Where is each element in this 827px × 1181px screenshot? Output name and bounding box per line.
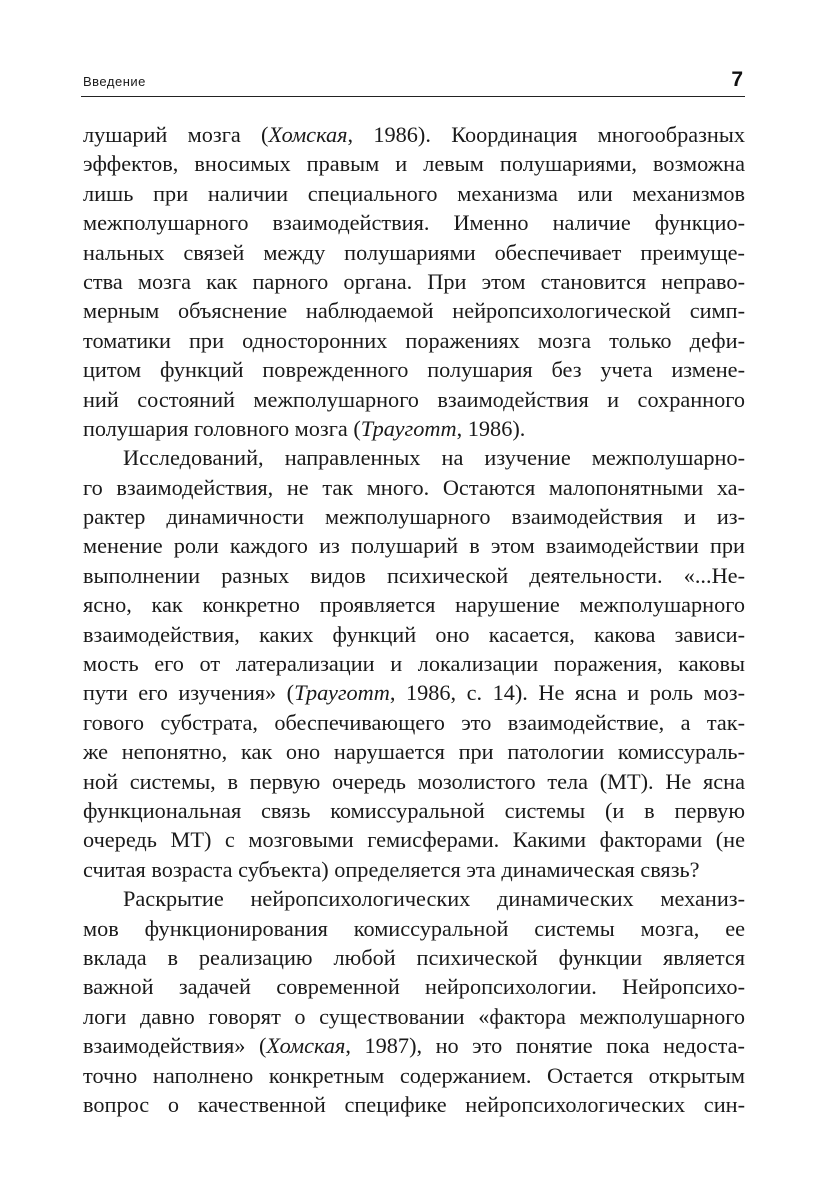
running-header bbox=[81, 66, 745, 97]
text-segment: ний состояний межполушарного взаимодействия и сохранного bbox=[83, 386, 745, 412]
text-segment: Исследований, направленных на изучение межполушарно- bbox=[123, 445, 745, 471]
text-segment: же непонятно, как оно нарушается при патологии комиссураль- bbox=[83, 739, 745, 765]
text-segment: логи давно говорят о существовании «фактора межполушарного bbox=[83, 1003, 745, 1029]
text-segment: точно наполнено конкретным содержанием. Остается открытым bbox=[83, 1062, 745, 1088]
text-line bbox=[83, 796, 745, 825]
text-segment: ства мозга как парного органа. При этом становится неправо- bbox=[83, 268, 745, 294]
text-line bbox=[83, 1002, 745, 1031]
text-segment: томатики при односторонних поражениях мозга только дефи- bbox=[83, 327, 745, 353]
text-line bbox=[83, 120, 745, 149]
text-line bbox=[83, 590, 745, 619]
text-segment: вклада в реализацию любой психической функции является bbox=[83, 944, 745, 970]
page-number: 7 bbox=[731, 68, 743, 91]
text-line bbox=[83, 1061, 745, 1090]
text-line bbox=[83, 531, 745, 560]
text-line bbox=[83, 267, 745, 296]
citation-author: Трауготт bbox=[294, 680, 390, 706]
text-line bbox=[83, 914, 745, 943]
text-line bbox=[83, 737, 745, 766]
text-segment: ясно, как конкретно проявляется нарушение межполушарного bbox=[83, 592, 745, 618]
citation-author: Хомская bbox=[268, 122, 348, 147]
text-line bbox=[83, 943, 745, 972]
text-line bbox=[83, 855, 745, 884]
text-segment: взаимодействия, каких функций оно касается, какова зависи- bbox=[83, 621, 745, 647]
text-segment: цитом функций поврежденного полушария без учета измене- bbox=[83, 357, 745, 383]
text-line bbox=[83, 326, 745, 355]
text-line bbox=[83, 414, 745, 443]
body-text bbox=[83, 120, 745, 1119]
text-line bbox=[83, 296, 745, 325]
text-segment: пути его изучения» ( bbox=[83, 680, 295, 706]
text-segment: рактер динамичности межполушарного взаимодействия и из- bbox=[83, 504, 745, 530]
text-segment: , 1987), но это понятие пока недоста- bbox=[345, 1033, 745, 1059]
text-segment: , 1986). Координация многообразных bbox=[347, 122, 745, 147]
citation-author: Трауготт bbox=[360, 415, 457, 441]
text-segment: мость его от латерализации и локализации поражения, каковы bbox=[83, 651, 745, 677]
text-line bbox=[83, 649, 745, 678]
text-segment: мов функционирования комиссуральной системы мозга, ее bbox=[83, 915, 745, 941]
text-segment: взаимодействия» ( bbox=[83, 1033, 267, 1059]
text-segment: лушарий мозга ( bbox=[83, 122, 269, 147]
text-line bbox=[83, 767, 745, 796]
text-segment: , 1986, с. 14). Не ясна и роль моз- bbox=[389, 680, 746, 706]
text-segment: функциональная связь комиссуральной системы (и в первую bbox=[83, 797, 745, 823]
text-segment: мерным объяснение наблюдаемой нейропсихологической симп- bbox=[83, 298, 745, 324]
text-line bbox=[83, 238, 745, 267]
text-line bbox=[83, 561, 745, 590]
text-segment: гового субстрата, обеспечивающего это взаимодействие, а так- bbox=[83, 709, 745, 735]
text-line bbox=[83, 1090, 745, 1119]
text-line bbox=[83, 208, 745, 237]
text-line bbox=[83, 1031, 745, 1060]
text-line bbox=[83, 620, 745, 649]
text-segment: очередь МТ) с мозговыми гемисферами. Какими факторами (не bbox=[83, 827, 745, 853]
text-line bbox=[83, 443, 745, 472]
text-line bbox=[83, 502, 745, 531]
text-line bbox=[83, 972, 745, 1001]
text-line bbox=[83, 708, 745, 737]
text-line bbox=[83, 355, 745, 384]
text-segment: нальных связей между полушариями обеспечивает преимуще- bbox=[83, 239, 745, 265]
text-segment: эффектов, вносимых правым и левым полушариями, возможна bbox=[83, 151, 745, 177]
text-segment: межполушарного взаимодействия. Именно наличие функцио- bbox=[83, 210, 745, 236]
text-segment: менение роли каждого из полушарий в этом взаимодействии при bbox=[83, 533, 745, 559]
text-segment: важной задачей современной нейропсихологии. Нейропсихо- bbox=[83, 974, 745, 1000]
text-line bbox=[83, 149, 745, 178]
text-segment: вопрос о качественной специфике нейропсихологических син- bbox=[83, 1091, 745, 1117]
text-line bbox=[83, 473, 745, 502]
citation-author: Хомская bbox=[266, 1033, 346, 1059]
text-line bbox=[83, 825, 745, 854]
text-segment: , 1986). bbox=[456, 415, 526, 441]
text-segment: выполнении разных видов психической деятельности. «...Не- bbox=[83, 562, 745, 588]
text-segment: Раскрытие нейропсихологических динамических механиз- bbox=[123, 886, 745, 912]
text-line bbox=[83, 884, 745, 913]
text-segment: лишь при наличии специального механизма или механизмов bbox=[83, 180, 745, 206]
text-segment: считая возраста субъекта) определяется эта динамическая связь? bbox=[83, 856, 700, 882]
text-segment: ной системы, в первую очередь мозолистого тела (МТ). Не ясна bbox=[83, 768, 745, 794]
text-line bbox=[83, 678, 745, 707]
text-segment: го взаимодействия, не так много. Остаются малопонятными ха- bbox=[83, 474, 745, 500]
text-segment: полушария головного мозга ( bbox=[83, 415, 361, 441]
section-title: Введение bbox=[83, 74, 146, 89]
text-line bbox=[83, 385, 745, 414]
text-line bbox=[83, 179, 745, 208]
